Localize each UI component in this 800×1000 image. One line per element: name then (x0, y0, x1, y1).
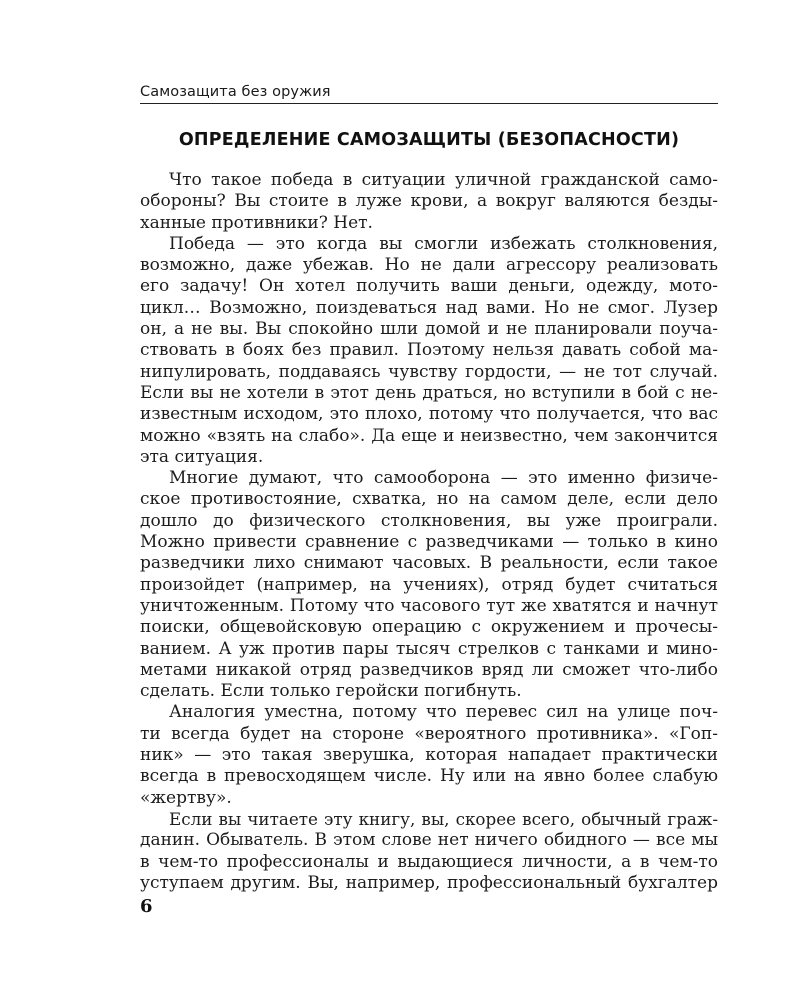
text-line: ствовать в боях без правил. Поэтому нельзя давать собой ма- (140, 340, 718, 361)
text-line: известным исходом, это плохо, потому что получается, что вас (140, 404, 718, 425)
text-line: ханные противники? Нет. (140, 212, 373, 233)
text-line: его задачу! Он хотел получить ваши деньги, одежду, мото- (140, 276, 718, 297)
text-line: обороны? Вы стоите в луже крови, а вокруг валяются безды- (140, 191, 718, 212)
text-line: Аналогия уместна, потому что перевес сил на улице поч- (169, 702, 718, 723)
paragraph (140, 809, 718, 894)
body-text (140, 170, 718, 894)
text-line: возможно, даже убежав. Но не дали агрессору реализовать (140, 255, 718, 276)
text-line: дошло до физического столкновения, вы уже проиграли. (140, 510, 718, 531)
text-line: эта ситуация. (140, 446, 264, 467)
text-line: поиски, общевойсковую операцию с окружением и прочесы- (140, 617, 718, 638)
text-line: Если вы не хотели в этот день драться, но вступили в бой с не- (140, 382, 718, 403)
text-line: метами никакой отряд разведчиков вряд ли сможет что-либо (140, 659, 718, 680)
paragraph (140, 468, 718, 702)
text-line: ское противостояние, схватка, но на самом деле, если дело (140, 489, 718, 510)
text-line: ти всегда будет на стороне «вероятного противника». «Гоп- (140, 723, 718, 744)
text-line: ванием. А уж против пары тысяч стрелков с танками и мино- (140, 638, 718, 659)
chapter-title: ОПРЕДЕЛЕНИЕ САМОЗАЩИТЫ (БЕЗОПАСНОСТИ) (178, 130, 680, 150)
text-line: Многие думают, что самооборона — это именно физиче- (169, 468, 718, 489)
text-line: Что такое победа в ситуации уличной гражданской само- (169, 170, 718, 190)
text-line: данин. Обыватель. В этом слове нет ничего обидного — все мы (140, 830, 718, 851)
text-line: ник» — это такая зверушка, которая нападает практически (140, 745, 718, 766)
paragraph (140, 702, 718, 808)
paragraph (140, 170, 718, 234)
text-line: разведчики лихо снимают часовых. В реальности, если такое (140, 553, 718, 574)
text-line: уступаем другим. Вы, например, профессиональный бухгалтер (140, 872, 718, 893)
running-header: Самозащита без оружия (140, 84, 331, 100)
text-line: нипулировать, поддаваясь чувству гордости, — не тот случай. (140, 361, 718, 382)
text-line: в чем-то профессионалы и выдающиеся личности, а в чем-то (140, 851, 718, 872)
text-line: произойдет (например, на учениях), отряд будет считаться (140, 574, 718, 595)
text-line: он, а не вы. Вы спокойно шли домой и не планировали поуча- (140, 319, 718, 340)
text-line: сделать. Если только геройски погибнуть. (140, 681, 522, 702)
paragraph (140, 234, 718, 468)
text-line: можно «взять на слабо». Да еще и неизвестно, чем закончится (140, 425, 718, 446)
page-number: 6 (140, 896, 153, 917)
text-line: Если вы читаете эту книгу, вы, скорее всего, обычный граж- (169, 808, 718, 829)
text-line: уничтоженным. Потому что часового тут же хватятся и начнут (140, 595, 718, 616)
text-line: всегда в превосходящем числе. Ну или на явно более слабую (140, 766, 718, 787)
text-line: Победа — это когда вы смогли избежать столкновения, (169, 233, 718, 254)
text-line: Можно привести сравнение с разведчиками — только в кино (140, 532, 718, 553)
header-divider (140, 103, 718, 104)
text-line: цикл… Возможно, поиздеваться над вами. Но не смог. Лузер (140, 297, 718, 318)
text-line: «жертву». (140, 787, 232, 808)
